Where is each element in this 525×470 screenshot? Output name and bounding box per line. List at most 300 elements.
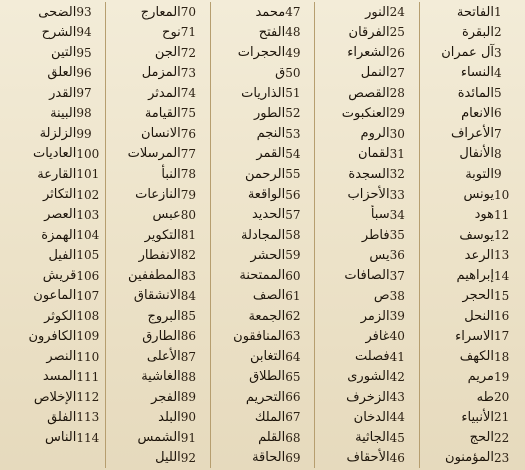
surah-entry	[106, 124, 209, 144]
surah-column	[2, 2, 105, 468]
surah-name: غافر	[365, 328, 390, 344]
surah-number: 80	[180, 207, 197, 222]
surah-name: المائدة	[457, 85, 494, 101]
surah-name: الواقعة	[247, 187, 286, 203]
surah-entry	[420, 265, 523, 285]
surah-number: 67	[285, 410, 301, 425]
surah-number: 110	[76, 349, 100, 364]
surah-entry	[2, 205, 105, 225]
surah-name: الانسان	[141, 126, 181, 142]
surah-number: 108	[76, 309, 100, 324]
surah-entry	[420, 428, 523, 448]
surah-entry	[106, 225, 209, 245]
surah-number: 101	[76, 167, 100, 182]
surah-name: الحديد	[251, 207, 286, 223]
surah-name: الجاثية	[355, 430, 390, 446]
surah-entry	[2, 225, 105, 245]
surah-name: النبأ	[161, 166, 181, 182]
surah-name: الفيل	[48, 247, 77, 263]
surah-number: 17	[494, 329, 510, 344]
surah-number: 54	[285, 146, 301, 161]
surah-name: النجم	[256, 126, 286, 142]
surah-name: الأنبياء	[461, 409, 494, 425]
surah-entry	[2, 43, 105, 63]
surah-name: يس	[369, 247, 390, 263]
surah-entry	[106, 63, 209, 83]
surah-name: الممتحنة	[239, 268, 286, 284]
surah-number: 10	[494, 187, 510, 202]
surah-name: الأعلى	[146, 349, 181, 365]
surah-entry	[315, 2, 418, 22]
surah-name: المزمل	[141, 65, 181, 81]
surah-name: الطلاق	[249, 369, 286, 385]
surah-entry	[2, 184, 105, 204]
surah-entry	[2, 103, 105, 123]
surah-number: 36	[389, 248, 405, 263]
surah-name: هود	[474, 207, 494, 223]
surah-name: المؤمنون	[445, 450, 494, 466]
surah-entry	[2, 347, 105, 367]
surah-name: النمل	[360, 65, 390, 81]
surah-number: 7	[494, 126, 502, 141]
surah-entry	[315, 144, 418, 164]
surah-name: الكافرون	[28, 328, 77, 344]
surah-number: 4	[494, 65, 502, 80]
surah-name: يوسف	[459, 227, 494, 243]
surah-number: 96	[76, 65, 92, 80]
surah-number: 40	[389, 329, 405, 344]
surah-number: 87	[180, 349, 197, 364]
surah-number: 76	[180, 126, 197, 141]
surah-entry	[420, 286, 523, 306]
surah-number: 66	[285, 390, 301, 405]
surah-entry	[315, 63, 418, 83]
surah-number: 107	[76, 288, 100, 303]
surah-number: 52	[285, 106, 301, 121]
surah-entry	[211, 164, 314, 184]
surah-entry	[315, 205, 418, 225]
surah-entry	[106, 265, 209, 285]
surah-number: 81	[180, 228, 197, 243]
surah-entry	[211, 144, 314, 164]
surah-number: 16	[494, 309, 510, 324]
surah-entry	[211, 124, 314, 144]
surah-number: 104	[76, 228, 100, 243]
surah-name: القصص	[348, 85, 390, 101]
surah-name: المدثر	[148, 85, 181, 101]
surah-number: 41	[389, 349, 405, 364]
surah-number: 33	[389, 187, 405, 202]
surah-entry	[106, 428, 209, 448]
surah-name: الروم	[360, 126, 390, 142]
surah-number: 13	[494, 248, 510, 263]
surah-number: 26	[389, 45, 405, 60]
surah-number: 61	[285, 288, 301, 303]
surah-number: 45	[389, 430, 405, 445]
surah-number: 5	[494, 86, 502, 101]
surah-name: البلد	[158, 409, 181, 425]
surah-name: الإخلاص	[33, 389, 77, 405]
surah-number: 20	[494, 390, 510, 405]
surah-name: الفتح	[258, 24, 286, 40]
surah-name: الأحقاف	[346, 450, 390, 466]
surah-entry	[420, 124, 523, 144]
surah-name: الأنفال	[459, 146, 494, 162]
surah-entry	[106, 286, 209, 306]
surah-number: 32	[389, 167, 405, 182]
surah-entry	[315, 22, 418, 42]
surah-number: 72	[180, 45, 197, 60]
surah-name: الشمس	[137, 430, 181, 446]
surah-entry	[211, 63, 314, 83]
surah-number: 23	[494, 450, 510, 465]
surah-number: 88	[180, 369, 197, 384]
surah-entry	[420, 2, 523, 22]
surah-number: 35	[389, 228, 405, 243]
surah-name: طه	[476, 389, 494, 405]
surah-name: الحشر	[250, 247, 286, 263]
surah-entry	[211, 448, 314, 468]
surah-entry	[2, 63, 105, 83]
surah-entry	[420, 63, 523, 83]
surah-number: 34	[389, 207, 405, 222]
surah-number: 74	[180, 86, 197, 101]
surah-name: فاطر	[361, 227, 390, 243]
surah-name: الزلزلة	[39, 126, 77, 142]
surah-column	[314, 2, 418, 468]
surah-entry	[211, 2, 314, 22]
surah-number: 38	[389, 288, 405, 303]
surah-name: الضحى	[38, 4, 77, 20]
surah-name: الصف	[252, 288, 286, 304]
surah-number: 43	[389, 390, 405, 405]
surah-entry	[2, 387, 105, 407]
surah-number: 37	[389, 268, 405, 283]
surah-entry	[106, 387, 209, 407]
surah-number: 114	[76, 430, 100, 445]
surah-entry	[211, 326, 314, 346]
surah-number: 82	[180, 248, 197, 263]
surah-number: 11	[494, 207, 510, 222]
surah-entry	[315, 306, 418, 326]
surah-entry	[2, 265, 105, 285]
surah-name: التكوير	[144, 227, 181, 243]
surah-entry	[2, 326, 105, 346]
surah-name: الأحزاب	[347, 187, 390, 203]
surah-entry	[2, 124, 105, 144]
surah-name: النور	[365, 4, 390, 20]
surah-number: 95	[76, 45, 92, 60]
surah-entry	[106, 103, 209, 123]
surah-number: 98	[76, 106, 92, 121]
surah-entry	[106, 83, 209, 103]
surah-number: 93	[76, 5, 92, 20]
surah-number: 1	[494, 5, 502, 20]
surah-entry	[315, 286, 418, 306]
surah-entry	[420, 367, 523, 387]
surah-name: قريش	[42, 268, 77, 284]
surah-table	[2, 2, 523, 468]
surah-name: السجدة	[348, 166, 390, 182]
surah-entry	[420, 326, 523, 346]
surah-name: ص	[373, 288, 390, 304]
surah-number: 18	[494, 349, 510, 364]
surah-number: 27	[389, 65, 405, 80]
surah-number: 46	[389, 450, 405, 465]
surah-number: 3	[494, 45, 502, 60]
surah-entry	[2, 306, 105, 326]
surah-number: 29	[389, 106, 405, 121]
surah-name: آل عمران	[441, 45, 494, 61]
surah-number: 79	[180, 187, 197, 202]
surah-name: الفاتحة	[456, 4, 494, 20]
surah-name: العصر	[44, 207, 77, 223]
surah-name: الحجر	[462, 288, 494, 304]
surah-number: 2	[494, 25, 502, 40]
surah-number: 83	[180, 268, 197, 283]
surah-entry	[420, 448, 523, 468]
surah-name: القيامة	[144, 105, 181, 121]
surah-name: نوح	[162, 24, 181, 40]
surah-number: 86	[180, 329, 197, 344]
surah-entry	[211, 428, 314, 448]
surah-entry	[315, 43, 418, 63]
surah-name: الطور	[253, 105, 286, 121]
surah-number: 50	[285, 65, 301, 80]
surah-number: 69	[285, 450, 301, 465]
surah-name: الذاريات	[241, 85, 286, 101]
surah-entry	[211, 347, 314, 367]
surah-name: الاسراء	[455, 328, 494, 344]
surah-name: النحل	[464, 308, 494, 324]
surah-entry	[106, 205, 209, 225]
surah-name: العلق	[47, 65, 77, 81]
surah-number: 25	[389, 25, 405, 40]
surah-name: الفجر	[151, 389, 181, 405]
surah-number: 71	[180, 25, 197, 40]
surah-entry	[420, 83, 523, 103]
surah-name: القمر	[256, 146, 286, 162]
surah-name: الفرقان	[348, 24, 390, 40]
surah-number: 63	[285, 329, 301, 344]
surah-number: 42	[389, 369, 405, 384]
surah-number: 78	[180, 167, 197, 182]
surah-entry	[2, 407, 105, 427]
surah-entry	[420, 205, 523, 225]
surah-entry	[420, 22, 523, 42]
surah-entry	[106, 245, 209, 265]
surah-entry	[2, 22, 105, 42]
surah-name: الأعراف	[450, 126, 494, 142]
surah-name: الفلق	[47, 409, 77, 425]
surah-number: 112	[76, 390, 100, 405]
surah-name: الزخرف	[346, 389, 390, 405]
surah-name: سبأ	[370, 207, 390, 223]
surah-column	[105, 2, 209, 468]
surah-name: عبس	[152, 207, 181, 223]
surah-name: القلم	[258, 430, 286, 446]
surah-number: 102	[76, 187, 100, 202]
surah-entry	[106, 448, 209, 468]
surah-name: المجادلة	[241, 227, 286, 243]
surah-entry	[211, 184, 314, 204]
surah-entry	[420, 387, 523, 407]
surah-number: 90	[180, 410, 197, 425]
surah-name: الشعراء	[347, 45, 390, 61]
surah-entry	[106, 306, 209, 326]
surah-name: المنافقون	[233, 328, 286, 344]
surah-entry	[2, 428, 105, 448]
surah-entry	[106, 144, 209, 164]
surah-number: 6	[494, 106, 502, 121]
surah-name: مريم	[467, 369, 494, 385]
surah-number: 94	[76, 25, 92, 40]
surah-name: النصر	[46, 349, 77, 365]
surah-entry	[106, 2, 209, 22]
surah-name: الزمر	[360, 308, 390, 324]
surah-entry	[211, 367, 314, 387]
surah-number: 39	[389, 309, 405, 324]
surah-number: 59	[285, 248, 301, 263]
surah-name: القدر	[49, 85, 77, 101]
surah-name: ق	[275, 65, 286, 81]
surah-entry	[2, 83, 105, 103]
surah-number: 47	[285, 5, 301, 20]
surah-name: التغابن	[249, 349, 286, 365]
surah-name: التوبة	[465, 166, 494, 182]
surah-name: الكوثر	[44, 308, 77, 324]
surah-name: الهمزة	[41, 227, 77, 243]
surah-name: النساء	[460, 65, 494, 81]
surah-name: المعارج	[140, 4, 181, 20]
surah-name: الكهف	[459, 349, 494, 365]
surah-entry	[106, 347, 209, 367]
surah-entry	[420, 347, 523, 367]
surah-entry	[420, 245, 523, 265]
surah-name: التحريم	[245, 389, 286, 405]
surah-number: 105	[76, 248, 100, 263]
surah-number: 64	[285, 349, 301, 364]
surah-number: 21	[494, 410, 510, 425]
surah-name: العنكبوت	[341, 105, 390, 121]
surah-number: 89	[180, 390, 197, 405]
surah-entry	[211, 286, 314, 306]
surah-number: 44	[389, 410, 405, 425]
surah-number: 113	[76, 410, 100, 425]
surah-name: الشرح	[41, 24, 77, 40]
surah-number: 22	[494, 430, 510, 445]
surah-entry	[2, 448, 105, 468]
surah-name: الماعون	[33, 288, 77, 304]
surah-entry	[2, 164, 105, 184]
surah-number: 103	[76, 207, 100, 222]
surah-entry	[106, 407, 209, 427]
surah-entry	[2, 245, 105, 265]
surah-name: الطارق	[142, 328, 181, 344]
surah-entry	[315, 124, 418, 144]
surah-name: الرحمن	[244, 166, 286, 182]
surah-entry	[420, 407, 523, 427]
surah-entry	[315, 448, 418, 468]
surah-number: 97	[76, 86, 92, 101]
surah-name: البروج	[147, 308, 181, 324]
surah-number: 31	[389, 146, 405, 161]
surah-entry	[211, 225, 314, 245]
surah-entry	[315, 225, 418, 245]
surah-entry	[420, 144, 523, 164]
surah-entry	[315, 367, 418, 387]
surah-name: التكاثر	[42, 187, 77, 203]
surah-entry	[315, 103, 418, 123]
surah-name: الحجرات	[237, 45, 286, 61]
surah-name: القارعة	[37, 166, 77, 182]
surah-name: الجمعة	[248, 308, 286, 324]
surah-name: الصافات	[344, 268, 390, 284]
surah-entry	[211, 407, 314, 427]
surah-number: 57	[285, 207, 301, 222]
surah-number: 62	[285, 309, 301, 324]
surah-number: 84	[180, 288, 197, 303]
surah-name: الحاقة	[252, 450, 286, 466]
surah-entry	[106, 326, 209, 346]
surah-entry	[2, 144, 105, 164]
surah-name: فصلت	[355, 349, 390, 365]
surah-entry	[211, 22, 314, 42]
surah-name: لقمان	[358, 146, 390, 162]
surah-column	[210, 2, 314, 468]
surah-entry	[315, 164, 418, 184]
surah-number: 65	[285, 369, 301, 384]
surah-entry	[315, 245, 418, 265]
surah-number: 85	[180, 309, 197, 324]
surah-name: المرسلات	[127, 146, 181, 162]
surah-entry	[211, 205, 314, 225]
surah-name: التين	[51, 45, 77, 61]
surah-name: إبراهيم	[456, 268, 494, 284]
surah-name: البينة	[50, 105, 77, 121]
surah-entry	[315, 326, 418, 346]
surah-number: 12	[494, 228, 510, 243]
surah-entry	[211, 265, 314, 285]
surah-number: 51	[285, 86, 301, 101]
surah-entry	[420, 43, 523, 63]
surah-entry	[420, 164, 523, 184]
surah-name: الرعد	[464, 247, 494, 263]
surah-number: 19	[494, 369, 510, 384]
surah-entry	[211, 387, 314, 407]
surah-number: 9	[494, 167, 502, 182]
surah-entry	[211, 245, 314, 265]
surah-name: النازعات	[135, 187, 181, 203]
surah-number: 49	[285, 45, 301, 60]
surah-column	[419, 2, 523, 468]
surah-name: الانشقاق	[133, 288, 181, 304]
surah-number: 70	[180, 5, 197, 20]
surah-name: الملك	[254, 409, 286, 425]
surah-entry	[106, 184, 209, 204]
surah-entry	[211, 43, 314, 63]
surah-name: الناس	[45, 430, 77, 446]
surah-number: 28	[389, 86, 405, 101]
surah-number: 8	[494, 146, 502, 161]
surah-number: 92	[180, 450, 197, 465]
surah-entry	[2, 2, 105, 22]
surah-entry	[2, 367, 105, 387]
surah-number: 24	[389, 5, 405, 20]
surah-entry	[211, 103, 314, 123]
surah-number: 58	[285, 228, 301, 243]
surah-entry	[315, 265, 418, 285]
